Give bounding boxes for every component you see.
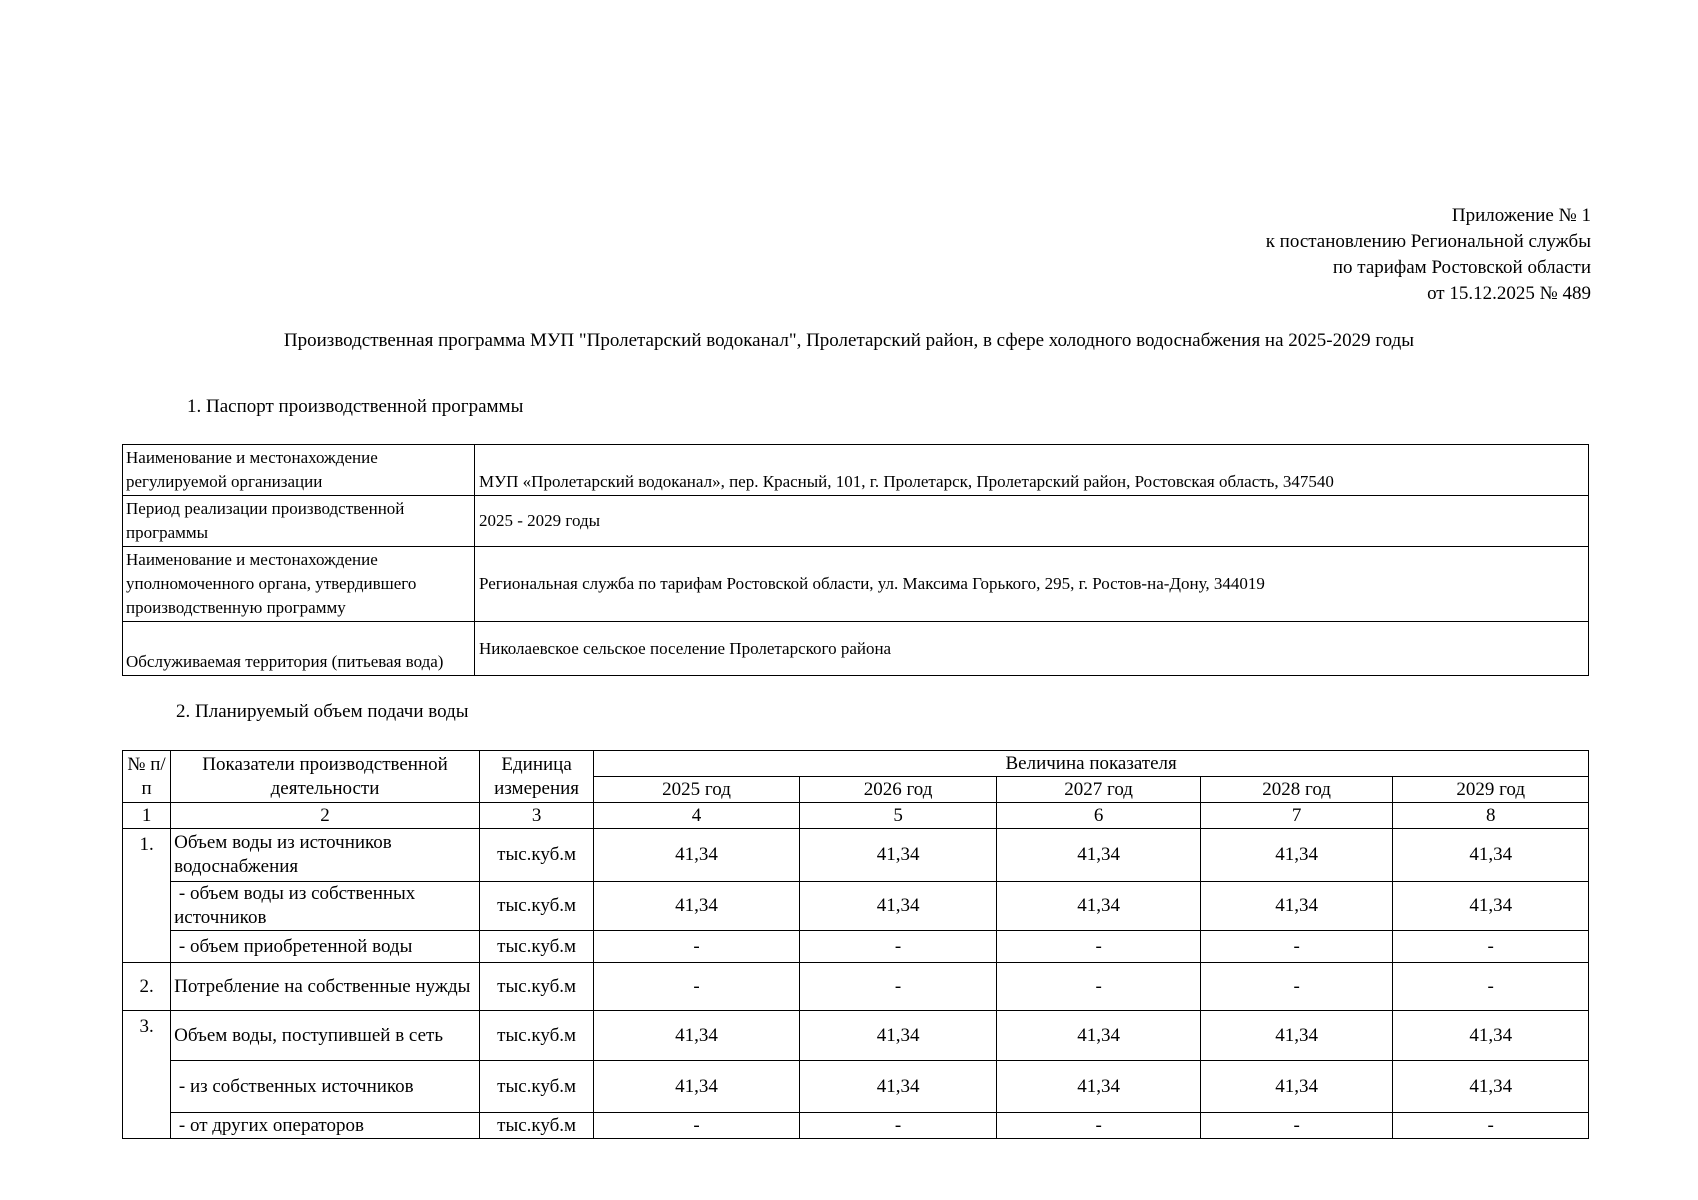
column-number: 1 xyxy=(123,803,171,829)
row-number: 2. xyxy=(123,963,171,1011)
row-indicator: - объем воды из собственных источников xyxy=(171,882,480,931)
table-row xyxy=(123,931,1589,963)
passport-value: 2025 - 2029 годы xyxy=(475,496,1589,547)
row-indicator: Объем воды, поступившей в сеть xyxy=(171,1011,480,1061)
row-value: 41,34 xyxy=(799,1061,997,1113)
table-row xyxy=(123,1061,1589,1113)
table-row xyxy=(123,1011,1589,1061)
row-value: 41,34 xyxy=(1200,1061,1393,1113)
row-value: - xyxy=(594,931,800,963)
row-unit: тыс.куб.м xyxy=(479,963,593,1011)
row-value: 41,34 xyxy=(997,829,1201,882)
row-value: 41,34 xyxy=(799,829,997,882)
column-number: 2 xyxy=(171,803,480,829)
header-year: 2028 год xyxy=(1200,777,1393,803)
column-number: 4 xyxy=(594,803,800,829)
table-row xyxy=(123,829,1589,882)
appendix-line-2: к постановлению Региональной службы xyxy=(1265,231,1591,252)
row-value: 41,34 xyxy=(1393,829,1589,882)
appendix-line-1: Приложение № 1 xyxy=(1451,205,1591,226)
passport-key: Наименование и местонахождение регулируемой организации xyxy=(123,445,475,496)
row-value: - xyxy=(1200,931,1393,963)
row-value: - xyxy=(1393,931,1589,963)
row-value: 41,34 xyxy=(594,882,800,931)
water-volume-table xyxy=(122,750,1589,1139)
row-value: 41,34 xyxy=(997,1011,1201,1061)
column-number: 8 xyxy=(1393,803,1589,829)
row-value: 41,34 xyxy=(1200,829,1393,882)
column-number: 6 xyxy=(997,803,1201,829)
column-number-row xyxy=(123,803,1589,829)
row-value: - xyxy=(594,963,800,1011)
header-num: № п/п xyxy=(123,751,171,803)
header-unit: Единица измерения xyxy=(479,751,593,803)
passport-table xyxy=(122,444,1589,676)
column-number: 5 xyxy=(799,803,997,829)
header-year: 2029 год xyxy=(1393,777,1589,803)
passport-value: Николаевское сельское поселение Пролетарского района xyxy=(475,622,1589,676)
section-2-heading: 2. Планируемый объем подачи воды xyxy=(176,701,469,722)
row-unit: тыс.куб.м xyxy=(479,829,593,882)
row-number: 1. xyxy=(123,829,171,963)
passport-row xyxy=(123,445,1589,496)
row-value: 41,34 xyxy=(594,829,800,882)
header-year: 2026 год xyxy=(799,777,997,803)
row-indicator: - от других операторов xyxy=(171,1113,480,1139)
row-value: - xyxy=(997,931,1201,963)
row-value: 41,34 xyxy=(997,882,1201,931)
row-value: 41,34 xyxy=(997,1061,1201,1113)
row-value: - xyxy=(1393,1113,1589,1139)
row-unit: тыс.куб.м xyxy=(479,1011,593,1061)
row-value: 41,34 xyxy=(799,1011,997,1061)
row-unit: тыс.куб.м xyxy=(479,931,593,963)
header-year: 2027 год xyxy=(997,777,1201,803)
row-value: 41,34 xyxy=(1393,1061,1589,1113)
appendix-line-4: от 15.12.2025 № 489 xyxy=(1427,283,1591,304)
header-indicator: Показатели производственной деятельности xyxy=(171,751,480,803)
row-value: - xyxy=(1393,963,1589,1011)
row-value: - xyxy=(799,931,997,963)
row-value: 41,34 xyxy=(1200,1011,1393,1061)
table-row xyxy=(123,963,1589,1011)
row-value: 41,34 xyxy=(594,1011,800,1061)
row-indicator: - из собственных источников xyxy=(171,1061,480,1113)
section-1-heading: 1. Паспорт производственной программы xyxy=(187,396,524,417)
row-value: 41,34 xyxy=(594,1061,800,1113)
row-unit: тыс.куб.м xyxy=(479,1061,593,1113)
passport-key: Обслуживаемая территория (питьевая вода) xyxy=(123,622,475,676)
row-value: - xyxy=(997,1113,1201,1139)
passport-key: Период реализации производственной программы xyxy=(123,496,475,547)
passport-key: Наименование и местонахождение уполномоченного органа, утвердившего производственную программу xyxy=(123,547,475,622)
table-row xyxy=(123,1113,1589,1139)
row-value: - xyxy=(799,963,997,1011)
header-value: Величина показателя xyxy=(594,751,1589,777)
passport-value: Региональная служба по тарифам Ростовской области, ул. Максима Горького, 295, г. Ростов-на-Дону, 344019 xyxy=(475,547,1589,622)
row-value: 41,34 xyxy=(1393,1011,1589,1061)
row-value: - xyxy=(1200,963,1393,1011)
document-title: Производственная программа МУП "Пролетарский водоканал", Пролетарский район, в сфере холодного водоснабжения на 2025-2029 годы xyxy=(283,330,1415,351)
row-indicator: - объем приобретенной воды xyxy=(171,931,480,963)
appendix-header xyxy=(1266,203,1591,307)
row-indicator: Объем воды из источников водоснабжения xyxy=(171,829,480,882)
header-year: 2025 год xyxy=(594,777,800,803)
passport-row xyxy=(123,622,1589,676)
appendix-line-3: по тарифам Ростовской области xyxy=(1332,257,1591,278)
row-value: 41,34 xyxy=(1200,882,1393,931)
row-value: - xyxy=(594,1113,800,1139)
row-unit: тыс.куб.м xyxy=(479,1113,593,1139)
row-value: 41,34 xyxy=(1393,882,1589,931)
row-value: - xyxy=(997,963,1201,1011)
column-number: 3 xyxy=(479,803,593,829)
passport-value: МУП «Пролетарский водоканал», пер. Красный, 101, г. Пролетарск, Пролетарский район, Ростовская область, 347540 xyxy=(475,445,1589,496)
passport-row xyxy=(123,496,1589,547)
row-value: 41,34 xyxy=(799,882,997,931)
row-value: - xyxy=(1200,1113,1393,1139)
row-unit: тыс.куб.м xyxy=(479,882,593,931)
row-indicator: Потребление на собственные нужды xyxy=(171,963,480,1011)
header-row xyxy=(123,751,1589,777)
row-number: 3. xyxy=(123,1011,171,1139)
column-number: 7 xyxy=(1200,803,1393,829)
passport-row xyxy=(123,547,1589,622)
table-row xyxy=(123,882,1589,931)
row-value: - xyxy=(799,1113,997,1139)
